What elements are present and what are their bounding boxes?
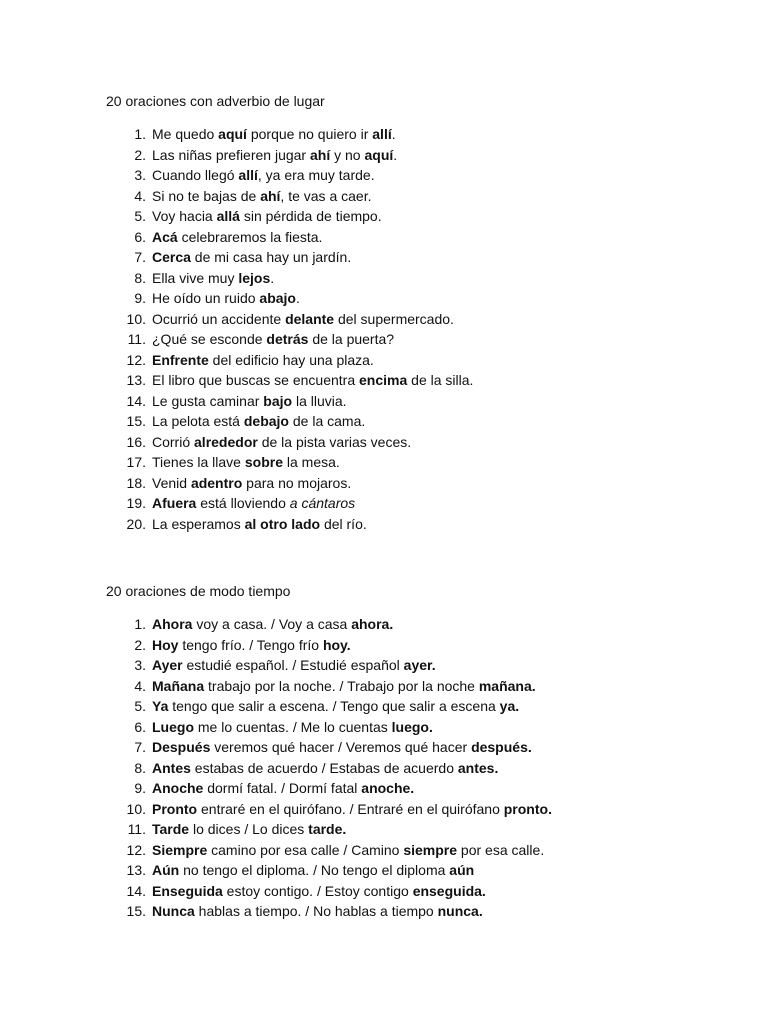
list-number: 5. <box>134 698 146 714</box>
list-number: 13. <box>126 862 146 878</box>
list-number: 12. <box>126 841 146 858</box>
bold-adverb: hoy. <box>322 636 351 653</box>
list-number: 1. <box>134 616 146 632</box>
bold-adverb: ahí <box>260 187 281 204</box>
sentence-text: Ella vive muy <box>152 269 239 286</box>
sentence-text: de mi casa hay un jardín. <box>190 249 352 265</box>
list-item <box>106 247 726 268</box>
sentence-text: . <box>295 290 300 306</box>
sentence-text: del edificio hay una plaza. <box>208 351 374 368</box>
sentence-text: Las niñas prefieren jugar <box>152 146 310 163</box>
bold-adverb: Mañana <box>152 677 205 694</box>
list-item <box>106 350 726 371</box>
list-number: 15. <box>126 903 146 919</box>
bold-adverb: Anoche <box>152 780 204 796</box>
italic-text: a cántaros <box>289 495 356 511</box>
sentence-text: por esa calle. <box>457 841 545 858</box>
sentence-list <box>106 614 726 922</box>
section-title: 20 oraciones con adverbio de lugar <box>106 93 325 109</box>
sentence-text: Voy hacia <box>152 208 217 224</box>
sentence-text: La esperamos <box>152 515 245 532</box>
bold-adverb: ahora. <box>351 616 394 632</box>
list-item <box>106 614 726 635</box>
list-number: 6. <box>134 228 146 245</box>
sentence-text: Tienes la llave <box>152 454 245 470</box>
sentence-text: . <box>393 146 398 163</box>
list-item <box>106 206 726 227</box>
list-number: 19. <box>126 495 146 511</box>
bold-adverb: allí <box>238 167 258 183</box>
list-item <box>106 145 726 166</box>
sentence-text: , te vas a caer. <box>280 187 372 204</box>
list-item <box>106 758 726 779</box>
sentence-text: celebraremos la fiesta. <box>177 228 323 245</box>
sentence-text: para no mojaros. <box>242 474 352 491</box>
bold-adverb: Enseguida <box>152 882 223 899</box>
bold-adverb: allá <box>216 208 240 224</box>
bold-adverb: ayer. <box>403 657 436 673</box>
bold-adverb: después. <box>471 739 532 755</box>
sentence-text: He oído un ruido <box>152 290 260 306</box>
bold-adverb: Acá <box>152 228 178 245</box>
sentence-text: estoy contigo. / Estoy contigo <box>222 882 413 899</box>
list-item <box>106 288 726 309</box>
list-number: 9. <box>134 290 146 306</box>
list-number: 15. <box>126 413 146 429</box>
list-item <box>106 227 726 248</box>
sentence-text: Corrió <box>152 433 195 450</box>
sentence-text: El libro que buscas se encuentra <box>152 372 360 388</box>
list-number: 5. <box>134 208 146 224</box>
bold-adverb: delante <box>285 310 335 327</box>
list-number: 7. <box>134 249 146 265</box>
list-item <box>106 860 726 881</box>
section-adverbios-lugar <box>106 92 726 534</box>
list-item <box>106 778 726 799</box>
sentence-text: porque no quiero ir <box>246 126 373 142</box>
bold-adverb: Después <box>152 739 211 755</box>
list-item <box>106 655 726 676</box>
sentence-text: la lluvia. <box>292 392 347 409</box>
sentence-text: Si no te bajas de <box>152 187 261 204</box>
bold-adverb: nunca. <box>437 903 483 919</box>
bold-adverb: al otro lado <box>244 515 321 532</box>
list-item <box>106 514 726 535</box>
bold-adverb: tarde. <box>308 821 347 837</box>
sentence-text: no tengo el diploma. / No tengo el diploma <box>179 862 450 878</box>
list-item <box>106 329 726 350</box>
list-number: 1. <box>134 126 146 142</box>
bold-adverb: luego. <box>391 718 433 735</box>
sentence-text: del río. <box>320 515 367 532</box>
sentence-text: trabajo por la noche. / Trabajo por la noche <box>204 677 479 694</box>
sentence-text: de la pista varias veces. <box>257 433 412 450</box>
sentence-text: y no <box>330 146 365 163</box>
list-number: 4. <box>134 677 146 694</box>
bold-adverb: lejos <box>238 269 271 286</box>
sentence-text: veremos qué hacer / Veremos qué hacer <box>210 739 472 755</box>
list-number: 17. <box>126 454 146 470</box>
bold-adverb: abajo <box>259 290 296 306</box>
bold-adverb: siempre <box>403 841 458 858</box>
list-number: 18. <box>126 474 146 491</box>
list-number: 9. <box>134 780 146 796</box>
bold-adverb: enseguida. <box>412 882 486 899</box>
bold-adverb: Antes <box>152 759 191 776</box>
bold-adverb: Nunca <box>152 903 195 919</box>
list-number: 10. <box>126 800 146 817</box>
list-number: 4. <box>134 187 146 204</box>
sentence-text: entraré en el quirófano. / Entraré en el quirófano <box>197 800 504 817</box>
list-item <box>106 635 726 656</box>
bold-adverb: ahí <box>310 146 331 163</box>
list-item <box>106 696 726 717</box>
sentence-text: la mesa. <box>282 454 340 470</box>
list-number: 20. <box>126 515 146 532</box>
list-number: 12. <box>126 351 146 368</box>
sentence-text: Cuando llegó <box>152 167 239 183</box>
list-number: 14. <box>126 392 146 409</box>
sentence-text: hablas a tiempo. / No hablas a tiempo <box>194 903 438 919</box>
list-number: 10. <box>126 310 146 327</box>
bold-adverb: mañana. <box>478 677 536 694</box>
sentence-text: del supermercado. <box>334 310 454 327</box>
sentence-text: de la puerta? <box>308 331 395 347</box>
list-item <box>106 737 726 758</box>
list-item <box>106 309 726 330</box>
bold-adverb: antes. <box>457 759 499 776</box>
list-item <box>106 473 726 494</box>
bold-adverb: Ayer <box>152 657 183 673</box>
list-number: 7. <box>134 739 146 755</box>
sentence-text: de la cama. <box>288 413 366 429</box>
list-number: 14. <box>126 882 146 899</box>
list-item <box>106 676 726 697</box>
sentence-text: Me quedo <box>152 126 219 142</box>
bold-adverb: Tarde <box>152 821 190 837</box>
bold-adverb: bajo <box>263 392 293 409</box>
bold-adverb: aquí <box>218 126 247 142</box>
sentence-list <box>106 124 726 534</box>
sentence-text: Ocurrió un accidente <box>152 310 286 327</box>
list-item <box>106 370 726 391</box>
sentence-text: me lo cuentas. / Me lo cuentas <box>194 718 392 735</box>
sentence-text: dormí fatal. / Dormí fatal <box>203 780 362 796</box>
list-item <box>106 452 726 473</box>
list-item <box>106 819 726 840</box>
bold-adverb: Ahora <box>152 616 193 632</box>
sentence-text: está lloviendo <box>196 495 290 511</box>
bold-adverb: debajo <box>243 413 289 429</box>
sentence-text: Venid <box>152 474 191 491</box>
list-item <box>106 840 726 861</box>
list-number: 2. <box>134 146 146 163</box>
sentence-text: ¿Qué se esconde <box>152 331 267 347</box>
list-number: 11. <box>127 331 146 347</box>
bold-adverb: Ya <box>152 698 169 714</box>
section-title: 20 oraciones de modo tiempo <box>106 583 291 599</box>
section-adverbios-tiempo <box>106 582 726 922</box>
list-number: 13. <box>126 372 146 388</box>
list-item <box>106 124 726 145</box>
sentence-text: , ya era muy tarde. <box>257 167 375 183</box>
bold-adverb: aquí <box>364 146 394 163</box>
sentence-text: . <box>391 126 396 142</box>
bold-adverb: ya. <box>499 698 520 714</box>
bold-adverb: Siempre <box>152 841 208 858</box>
bold-adverb: detrás <box>266 331 309 347</box>
bold-adverb: sobre <box>244 454 283 470</box>
list-number: 6. <box>134 718 146 735</box>
list-item <box>106 411 726 432</box>
sentence-text: sin pérdida de tiempo. <box>239 208 382 224</box>
sentence-text: La pelota está <box>152 413 244 429</box>
bold-adverb: Aún <box>152 862 180 878</box>
list-number: 3. <box>134 657 146 673</box>
list-number: 2. <box>134 636 146 653</box>
sentence-text: lo dices / Lo dices <box>189 821 309 837</box>
bold-adverb: Hoy <box>152 636 179 653</box>
sentence-text: . <box>270 269 275 286</box>
bold-adverb: pronto. <box>503 800 552 817</box>
bold-adverb: alrededor <box>194 433 258 450</box>
sentence-text: de la silla. <box>407 372 474 388</box>
list-number: 3. <box>134 167 146 183</box>
sentence-text: voy a casa. / Voy a casa <box>192 616 352 632</box>
bold-adverb: aún <box>449 862 475 878</box>
list-item <box>106 391 726 412</box>
bold-adverb: allí <box>372 126 392 142</box>
list-item <box>106 432 726 453</box>
sentence-text: tengo que salir a escena. / Tengo que salir a escena <box>168 698 500 714</box>
bold-adverb: Enfrente <box>152 351 209 368</box>
list-item <box>106 717 726 738</box>
sentence-text: tengo frío. / Tengo frío <box>178 636 323 653</box>
list-number: 8. <box>134 269 146 286</box>
sentence-text: estabas de acuerdo / Estabas de acuerdo <box>190 759 458 776</box>
list-item <box>106 186 726 207</box>
bold-adverb: anoche. <box>361 780 415 796</box>
bold-adverb: Pronto <box>152 800 198 817</box>
bold-adverb: adentro <box>190 474 243 491</box>
list-number: 11. <box>127 821 146 837</box>
list-number: 8. <box>134 759 146 776</box>
list-item <box>106 165 726 186</box>
list-item <box>106 901 726 922</box>
sentence-text: estudié español. / Estudié español <box>182 657 404 673</box>
bold-adverb: Afuera <box>152 495 197 511</box>
bold-adverb: Cerca <box>152 249 191 265</box>
bold-adverb: encima <box>359 372 408 388</box>
list-item <box>106 799 726 820</box>
sentence-text: Le gusta caminar <box>152 392 264 409</box>
list-number: 16. <box>126 433 146 450</box>
list-item <box>106 493 726 514</box>
list-item <box>106 881 726 902</box>
list-item <box>106 268 726 289</box>
bold-adverb: Luego <box>152 718 194 735</box>
sentence-text: camino por esa calle / Camino <box>207 841 404 858</box>
